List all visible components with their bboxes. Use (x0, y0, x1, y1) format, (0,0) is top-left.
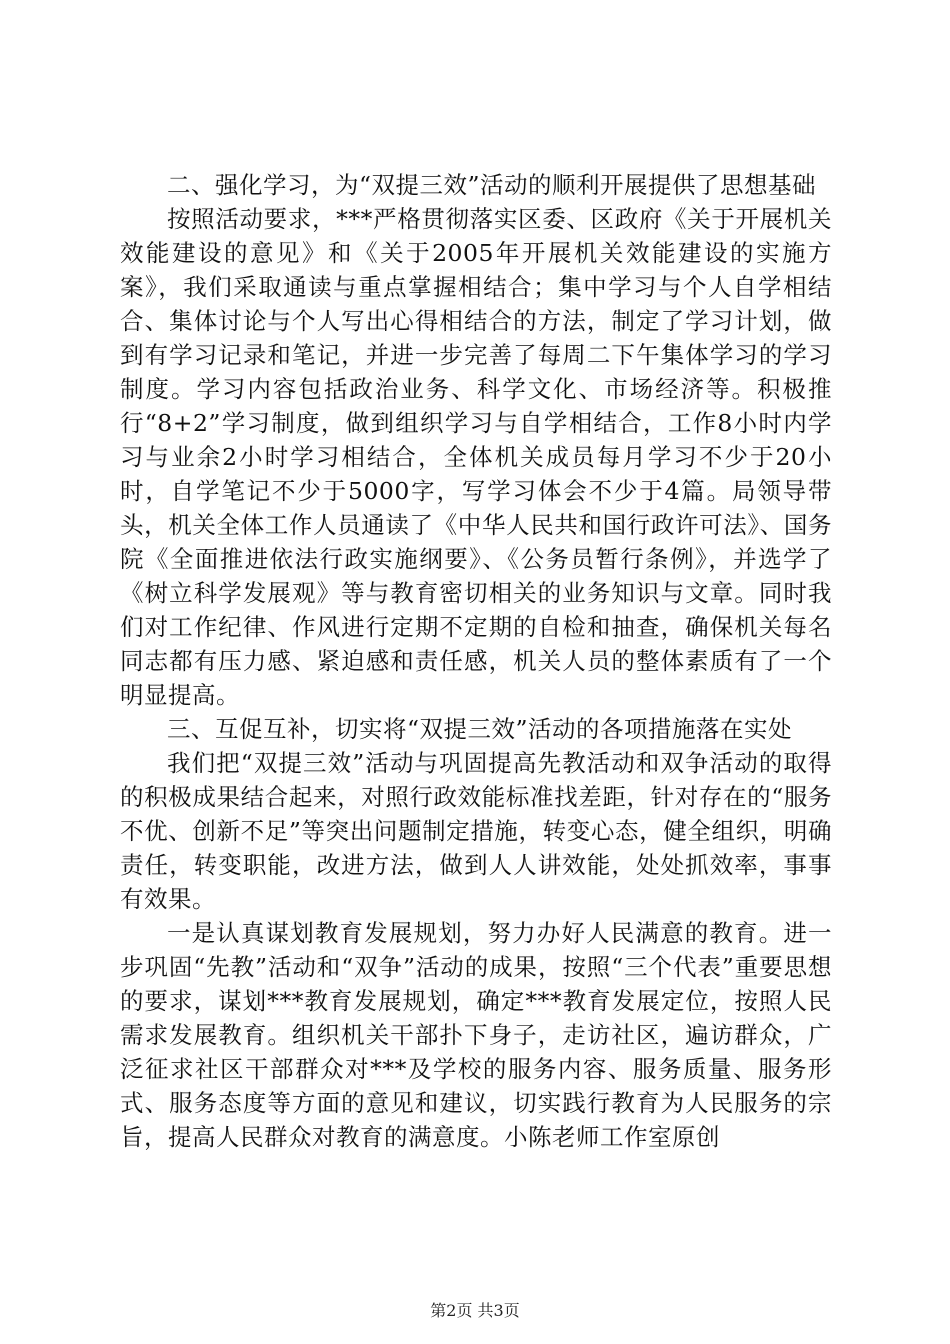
body-paragraph: 我们把“双提三效”活动与巩固提高先教活动和双争活动的取得的积极成果结合起来，对照行政效能标准找差距，针对存在的“服务不优、创新不足”等突出问题制定措施，转变心态，健全组织，明确责任，转变职能，改进方法，做到人人讲效能，处处抓效率，事事有效果。 (120, 749, 832, 913)
page-footer: 第2页 共3页 (430, 1301, 520, 1320)
body-paragraph: 按照活动要求，***严格贯彻落实区委、区政府《关于开展机关效能建设的意见》和《关于2005年开展机关效能建设的实施方案》，我们采取通读与重点掌握相结合；集中学习与个人自学相结合、集体讨论与个人写出心得相结合的方法，制定了学习计划，做到有学习记录和笔记，并进一步完善了每周二下午集体学习的学习制度。学习内容包括政治业务、科学文化、市场经济等。积极推行“8+2”学习制度，做到组织学习与自学相结合，工作8小时内学习与业余2小时学习相结合，全体机关成员每月学习不少于20小时，自学笔记不少于5000字，写学习体会不少于4篇。局领导带头，机关全体工作人员通读了《中华人民共和国行政许可法》、国务院《全面推进依法行政实施纲要》、《公务员暂行条例》，并选学了《树立科学发展观》等与教育密切相关的业务知识与文章。同时我们对工作纪律、作风进行定期不定期的自检和抽查，确保机关每名同志都有压力感、紧迫感和责任感，机关人员的整体素质有了一个明显提高。 (120, 205, 832, 709)
document-body (120, 168, 832, 1154)
section-heading-2: 二、强化学习，为“双提三效”活动的顺利开展提供了思想基础 (167, 171, 817, 199)
body-paragraph: 一是认真谋划教育发展规划，努力办好人民满意的教育。进一步巩固“先教”活动和“双争”活动的成果，按照“三个代表”重要思想的要求，谋划***教育发展规划，确定***教育发展定位，按照人民需求发展教育。组织机关干部扑下身子，走访社区，遍访群众，广泛征求社区干部群众对***及学校的服务内容、服务质量、服务形式、服务态度等方面的意见和建议，切实践行教育为人民服务的宗旨，提高人民群众对教育的满意度。小陈老师工作室原创 (120, 919, 832, 1151)
section-heading-3: 三、互促互补，切实将“双提三效”活动的各项措施落在实处 (167, 715, 793, 743)
